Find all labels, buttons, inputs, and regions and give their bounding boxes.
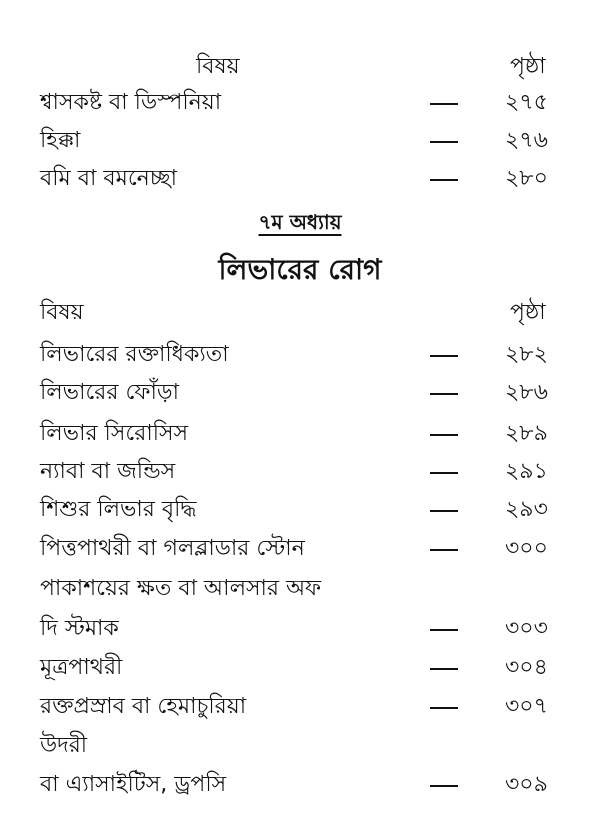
- toc-leader-dash: [430, 668, 458, 670]
- toc-entry: [0, 729, 600, 763]
- toc-entry-topic: পিত্তপাথরী বা গলব্লাডার স্টোন: [40, 536, 305, 561]
- toc-leader-dash: [430, 549, 458, 551]
- toc-entry-topic: পাকাশয়ের ক্ষত বা আলসার অফ: [40, 576, 322, 601]
- toc-entry-page: ৩০০: [505, 536, 548, 561]
- toc-entry: [0, 86, 600, 120]
- toc-entry-page: ৩০৯: [505, 772, 548, 797]
- toc-entry-page: ২৮৬: [505, 380, 548, 405]
- toc-entry-topic: শিশুর লিভার বৃদ্ধি: [40, 497, 197, 522]
- chapter-title: লিভারের রোগ: [218, 253, 382, 286]
- toc-entry: [0, 493, 600, 527]
- toc-leader-dash: [430, 355, 458, 357]
- toc-header-row: [0, 296, 600, 330]
- toc-entry: [0, 572, 600, 606]
- toc-leader-dash: [430, 785, 458, 787]
- toc-entry: [0, 162, 600, 196]
- toc-entry-topic: লিভারের রক্তাধিক্যতা: [40, 342, 229, 367]
- toc-entry-page: ২৭৬: [505, 128, 548, 153]
- toc-leader-dash: [430, 629, 458, 631]
- toc-entry-topic: বা এ্যাসাইটিস, ড্রপসি: [40, 772, 227, 797]
- toc-entry: [0, 612, 600, 646]
- toc-entry-page: ৩০৪: [505, 655, 548, 680]
- toc-leader-dash: [430, 707, 458, 709]
- toc-leader-dash: [430, 472, 458, 474]
- page-column-heading: পৃষ্ঠা: [510, 54, 546, 79]
- topic-column-heading: বিষয়: [40, 300, 84, 325]
- toc-entry-topic: লিভারের ফোঁড়া: [40, 380, 179, 405]
- toc-leader-dash: [430, 179, 458, 181]
- toc-leader-dash: [430, 141, 458, 143]
- toc-entry-page: ২৮৯: [505, 421, 548, 446]
- topic-column-heading: বিষয়: [196, 54, 240, 79]
- toc-entry: [0, 338, 600, 372]
- page-column-heading: পৃষ্ঠা: [510, 300, 546, 325]
- toc-entry-topic: দি স্টমাক: [40, 616, 119, 641]
- toc-header-row: [0, 50, 600, 84]
- toc-entry: [0, 532, 600, 566]
- toc-entry-page: ২৭৫: [505, 90, 548, 115]
- toc-entry-topic: লিভার সিরোসিস: [40, 421, 189, 446]
- toc-entry-topic: শ্বাসকষ্ট বা ডিস্পনিয়া: [40, 90, 222, 115]
- toc-entry: [0, 417, 600, 451]
- toc-entry-page: ৩০৩: [505, 616, 548, 641]
- toc-entry-topic: হিক্কা: [40, 128, 81, 153]
- toc-entry-page: ২৯৩: [505, 497, 548, 522]
- toc-entry-topic: রক্তপ্রস্রাব বা হেমাচুরিয়া: [40, 694, 247, 719]
- toc-entry: [0, 124, 600, 158]
- toc-entry: [0, 768, 600, 802]
- toc-entry-page: ২৯১: [505, 459, 548, 484]
- chapter-number-text: ৭ম অধ্যায়: [258, 210, 342, 234]
- toc-leader-dash: [430, 103, 458, 105]
- toc-entry-page: ৩০৭: [505, 694, 548, 719]
- chapter-number: [0, 208, 600, 241]
- toc-entry: [0, 455, 600, 489]
- toc-entry-topic: ন্যাবা বা জন্ডিস: [40, 459, 176, 484]
- toc-entry: [0, 690, 600, 724]
- toc-entry: [0, 651, 600, 685]
- toc-entry-page: ২৮০: [505, 166, 548, 191]
- toc-leader-dash: [430, 510, 458, 512]
- toc-entry-topic: বমি বা বমনেচ্ছা: [40, 166, 178, 191]
- toc-entry-topic: উদরী: [40, 733, 88, 758]
- toc-entry-topic: মূত্রপাথরী: [40, 655, 123, 680]
- toc-entry: [0, 376, 600, 410]
- toc-leader-dash: [430, 434, 458, 436]
- toc-entry-page: ২৮২: [505, 342, 548, 367]
- toc-leader-dash: [430, 393, 458, 395]
